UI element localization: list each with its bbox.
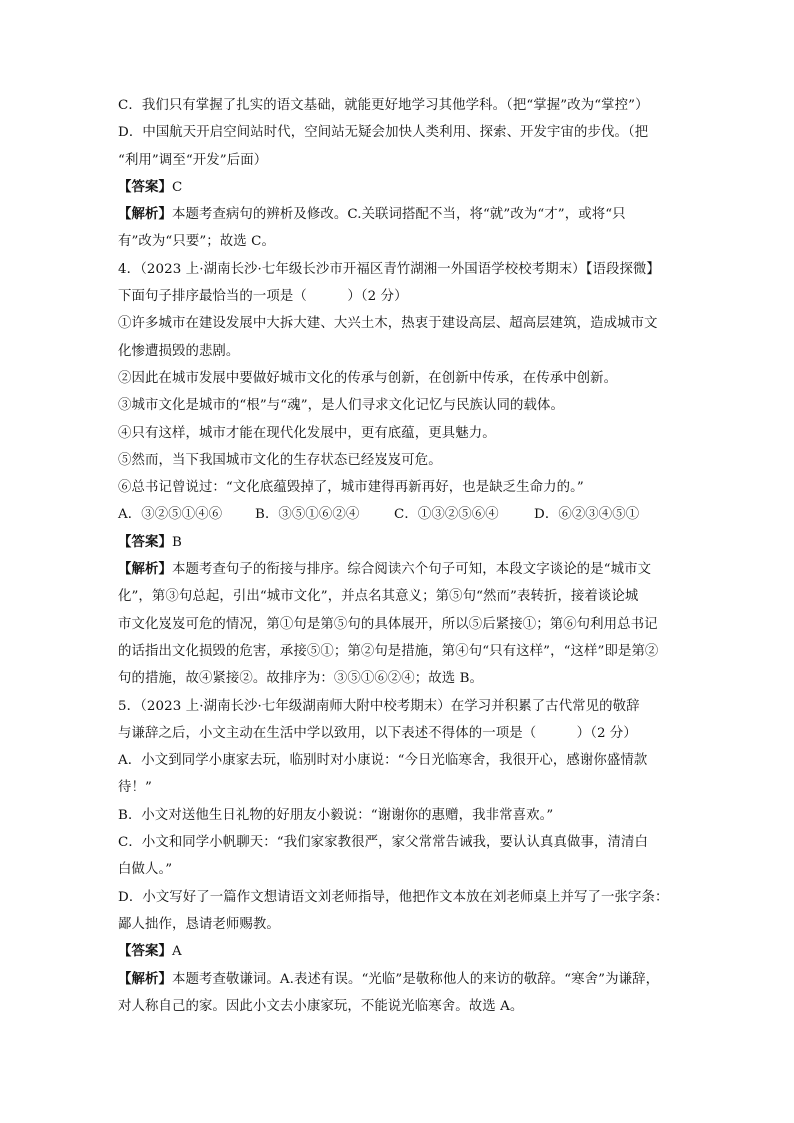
q4-analysis-line1: 【解析】本题考查句子的衔接与排序。综合阅读六个句子可知，本段文字谈论的是“城市文 — [118, 561, 652, 578]
q5-option-d-line2: 鄙人拙作，恳请老师赐教。 — [118, 916, 280, 932]
q5-analysis-line2: 对人称自己的家。因此小文去小康家玩，不能说光临寒舍。故选 A。 — [118, 998, 524, 1014]
q4-analysis-line5: 句的措施，故④紧接②。故排序为：③⑤①⑥②④；故选 B。 — [118, 671, 484, 687]
q4-analysis-line3: 市文化岌岌可危的情况，第①句是第⑤句的具体展开，所以⑤后紧接①；第⑥句利用总书记 — [118, 616, 658, 632]
q5-option-b: B．小文对送他生日礼物的好朋友小毅说：“谢谢你的惠赠，我非常喜欢。” — [118, 807, 554, 823]
analysis-label: 【解析】 — [118, 206, 172, 223]
q3-answer — [118, 174, 680, 201]
q4-sentence-1-line2: 化惨遭损毁的悲剧。 — [118, 343, 240, 359]
q3-option-c: C．我们只有掌握了扎实的语文基础，就能更好地学习其他学科。（把“掌握”改为“掌控”） — [118, 98, 649, 113]
q5-option-d-line1: D．小文写好了一篇作文想请语文刘老师指导，他把作文本放在刘老师桌上并写了一张字条： — [118, 889, 669, 905]
q4-stem-line1: 4．（2023 上·湖南长沙·七年级长沙市开福区青竹湖湘一外国语学校校考期末）【语段探微】 — [118, 261, 660, 277]
q5-answer — [118, 938, 680, 965]
q5-option-c-line1: C．小文和同学小帆聊天：“我们家家教很严，家父常常告诫我，要认认真真做事，清清白 — [118, 835, 648, 851]
analysis-label: 【解析】 — [118, 970, 172, 987]
q4-sentence-3: ③城市文化是城市的“根”与“魂”，是人们寻求文化记忆与民族认同的载体。 — [118, 398, 564, 414]
q4-sentence-5: ⑤然而，当下我国城市文化的生存状态已经岌岌可危。 — [118, 452, 442, 468]
answer-value: C — [171, 179, 183, 195]
answer-value: B — [171, 534, 182, 550]
q4-option-b: B．③⑤①⑥②④ — [255, 507, 360, 523]
answer-label: 【答案】 — [118, 178, 172, 195]
q4-sentence-6: ⑥总书记曾说过：“文化底蕴毁掉了，城市建得再新再好，也是缺乏生命力的。” — [118, 480, 584, 496]
q3-analysis-line1: 【解析】本题考查病句的辨析及修改。C.关联词搭配不当，将“就”改为“才”，或将“只 — [118, 206, 626, 223]
q4-sentence-4: ④只有这样，城市才能在现代化发展中，更有底蕴，更具魅力。 — [118, 425, 496, 441]
q3-option-d-line2: “利用”调至“开发”后面） — [118, 152, 268, 168]
q3-analysis-line2: 有”改为“只要”；故选 C。 — [118, 234, 275, 250]
q5-option-a-line2: 待！” — [118, 780, 152, 796]
q4-option-d: D．⑥②③④⑤① — [534, 507, 640, 523]
q4-sentence-2: ②因此在城市发展中要做好城市文化的传承与创新，在创新中传承，在传承中创新。 — [118, 370, 618, 386]
q5-option-a-line1: A．小文到同学小康家去玩，临别时对小康说：“今日光临寒舍，我很开心，感谢你盛情款 — [118, 753, 648, 769]
document-page — [118, 92, 680, 1020]
analysis-label: 【解析】 — [118, 561, 172, 578]
q4-stem-line2: 下面句子排序最恰当的一项是（ ）（2 分） — [118, 289, 408, 305]
q5-stem-line1: 5．（2023 上·湖南长沙·七年级湖南师大附中校考期末）在学习并积累了古代常见的敬辞 — [118, 698, 640, 714]
q4-analysis-line2: 化”，第③句总起，引出“城市文化”，并点名其意义；第⑤句“然而”表转折，接着谈论城 — [118, 589, 639, 605]
answer-label: 【答案】 — [118, 943, 172, 960]
q4-analysis-line4: 的话指出文化损毁的危害，承接⑤①；第②句是措施，第④句“只有这样”，“这样”即是第② — [118, 643, 659, 659]
q4-answer — [118, 529, 680, 556]
q4-sentence-1-line1: ①许多城市在建设发展中大拆大建、大兴土木，热衷于建设高层、超高层建筑，造成城市文 — [118, 316, 658, 332]
q5-stem-line2: 与谦辞之后，小文主动在生活中学以致用，以下表述不得体的一项是（ ）（2 分） — [118, 725, 637, 741]
q4-options — [118, 501, 680, 528]
answer-value: A — [171, 944, 182, 960]
q5-option-c-line2: 白做人。” — [118, 862, 173, 878]
answer-label: 【答案】 — [118, 533, 172, 550]
q3-option-d-line1: D．中国航天开启空间站时代，空间站无疑会加快人类利用、探索、开发宇宙的步伐。（把 — [118, 125, 649, 141]
q5-analysis-line1: 【解析】本题考查敬谦词。A.表述有误。“光临”是敬称他人的来访的敬辞。“寒舍”为谦辞， — [118, 970, 660, 987]
q4-option-c: C．①③②⑤⑥④ — [394, 507, 499, 523]
q4-option-a: A．③②⑤①④⑥ — [118, 507, 223, 523]
